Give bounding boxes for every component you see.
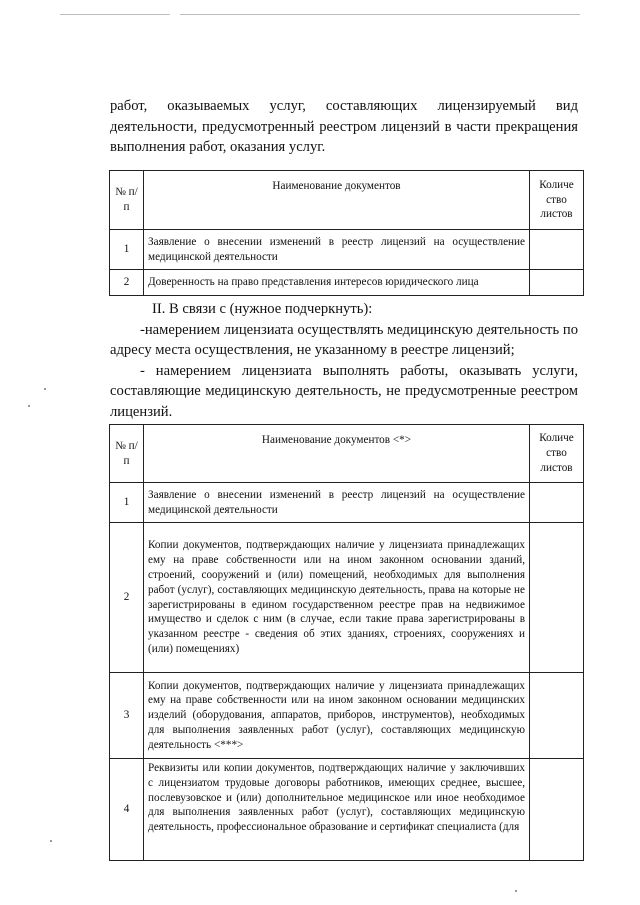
- table1-header-num: № п/п: [110, 171, 144, 230]
- table2-row3-text: Копии документов, подтверждающих наличие у лицензиата принадлежащих ему на праве собственности или на ином законном основании медицинских изделий (оборудования, аппаратов, приборов, инструментов), необходимых для выполнения заявленных работ (услуг), составляющих медицинскую деятельность <***>: [144, 673, 530, 759]
- table1-row2-qty: [530, 270, 584, 296]
- table2-row2-text: Копии документов, подтверждающих наличие у лицензиата принадлежащих ему на праве собственности или на ином законном основании зданий, строений, сооружений и (или) помещений, необходимых для выполнения работ (услуг), составляющих медицинскую деятельность, права на которые не зарегистрированы в едином государственном реестре прав на недвижимое имущество и сделок с ним (в случае, если такие права зарегистрированы в указанном реестре - сведения об этих зданиях, строениях, сооружениях и (или) помещениях): [144, 523, 530, 673]
- table-row: [110, 270, 584, 296]
- section-2-item-2: - намерением лицензиата выполнять работы, оказывать услуги, составляющие медицинскую деятельность, не предусмотренные реестром лицензий.: [110, 362, 578, 420]
- table2-row1-qty: [530, 483, 584, 523]
- table-row: [110, 230, 584, 270]
- table-row: [110, 523, 584, 673]
- intro-text: работ, оказываемых услуг, составляющих лицензируемый вид деятельности, предусмотренный реестром лицензий в части прекращения выполнения работ, оказания услуг.: [110, 98, 578, 155]
- table2-header-qty: Количе ство листов: [530, 425, 584, 483]
- scan-speck: [28, 405, 30, 407]
- table2-header-num: № п/п: [110, 425, 144, 483]
- table1-header-name: Наименование документов: [144, 171, 530, 230]
- table2-row2-qty: [530, 523, 584, 673]
- table1-row1-text: Заявление о внесении изменений в реестр лицензий на осуществление медицинской деятельности: [144, 230, 530, 270]
- table1-row2-text: Доверенность на право представления интересов юридического лица: [144, 270, 530, 296]
- table2-row1-num: 1: [110, 483, 144, 523]
- table-row: [110, 759, 584, 861]
- table2-row2-num: 2: [110, 523, 144, 673]
- table2-header-name: Наименование документов <*>: [144, 425, 530, 483]
- section-2: [110, 299, 578, 422]
- table1-row2-num: 2: [110, 270, 144, 296]
- intro-paragraph: [110, 96, 578, 158]
- table1-header-row: [110, 171, 584, 230]
- table1-row1-num: 1: [110, 230, 144, 270]
- table-row: [110, 673, 584, 759]
- table1-header-qty: Количе ство листов: [530, 171, 584, 230]
- scan-top-line-left: [60, 14, 170, 15]
- section-2-item-1: -намерением лицензиата осуществлять медицинскую деятельность по адресу места осуществления, не указанному в реестре лицензий;: [110, 321, 578, 358]
- table2-row4-num: 4: [110, 759, 144, 861]
- section-2-heading: II. В связи с (нужное подчеркнуть):: [152, 301, 373, 317]
- table2-row3-num: 3: [110, 673, 144, 759]
- table2-row4-text: Реквизиты или копии документов, подтверждающих наличие у заключивших с лицензиатом трудовые договоры работников, имеющих среднее, высшее, послевузовское и (или) дополнительное медицинское или иное необходимое для выполнения заявленных работ (услуг), составляющих медицинскую деятельность, профессиональное образование и сертификат специалиста (для: [144, 759, 530, 861]
- table2-header-row: [110, 425, 584, 483]
- table2-row4-qty: [530, 759, 584, 861]
- documents-table-1: [109, 170, 584, 296]
- scan-speck: [50, 840, 52, 842]
- table-row: [110, 483, 584, 523]
- table2-row1-text: Заявление о внесении изменений в реестр лицензий на осуществление медицинской деятельности: [144, 483, 530, 523]
- scan-speck: [515, 890, 517, 892]
- table2-row3-qty: [530, 673, 584, 759]
- scan-speck: [44, 388, 46, 390]
- scan-top-line-right: [180, 14, 580, 15]
- documents-table-2: [109, 424, 584, 861]
- table1-row1-qty: [530, 230, 584, 270]
